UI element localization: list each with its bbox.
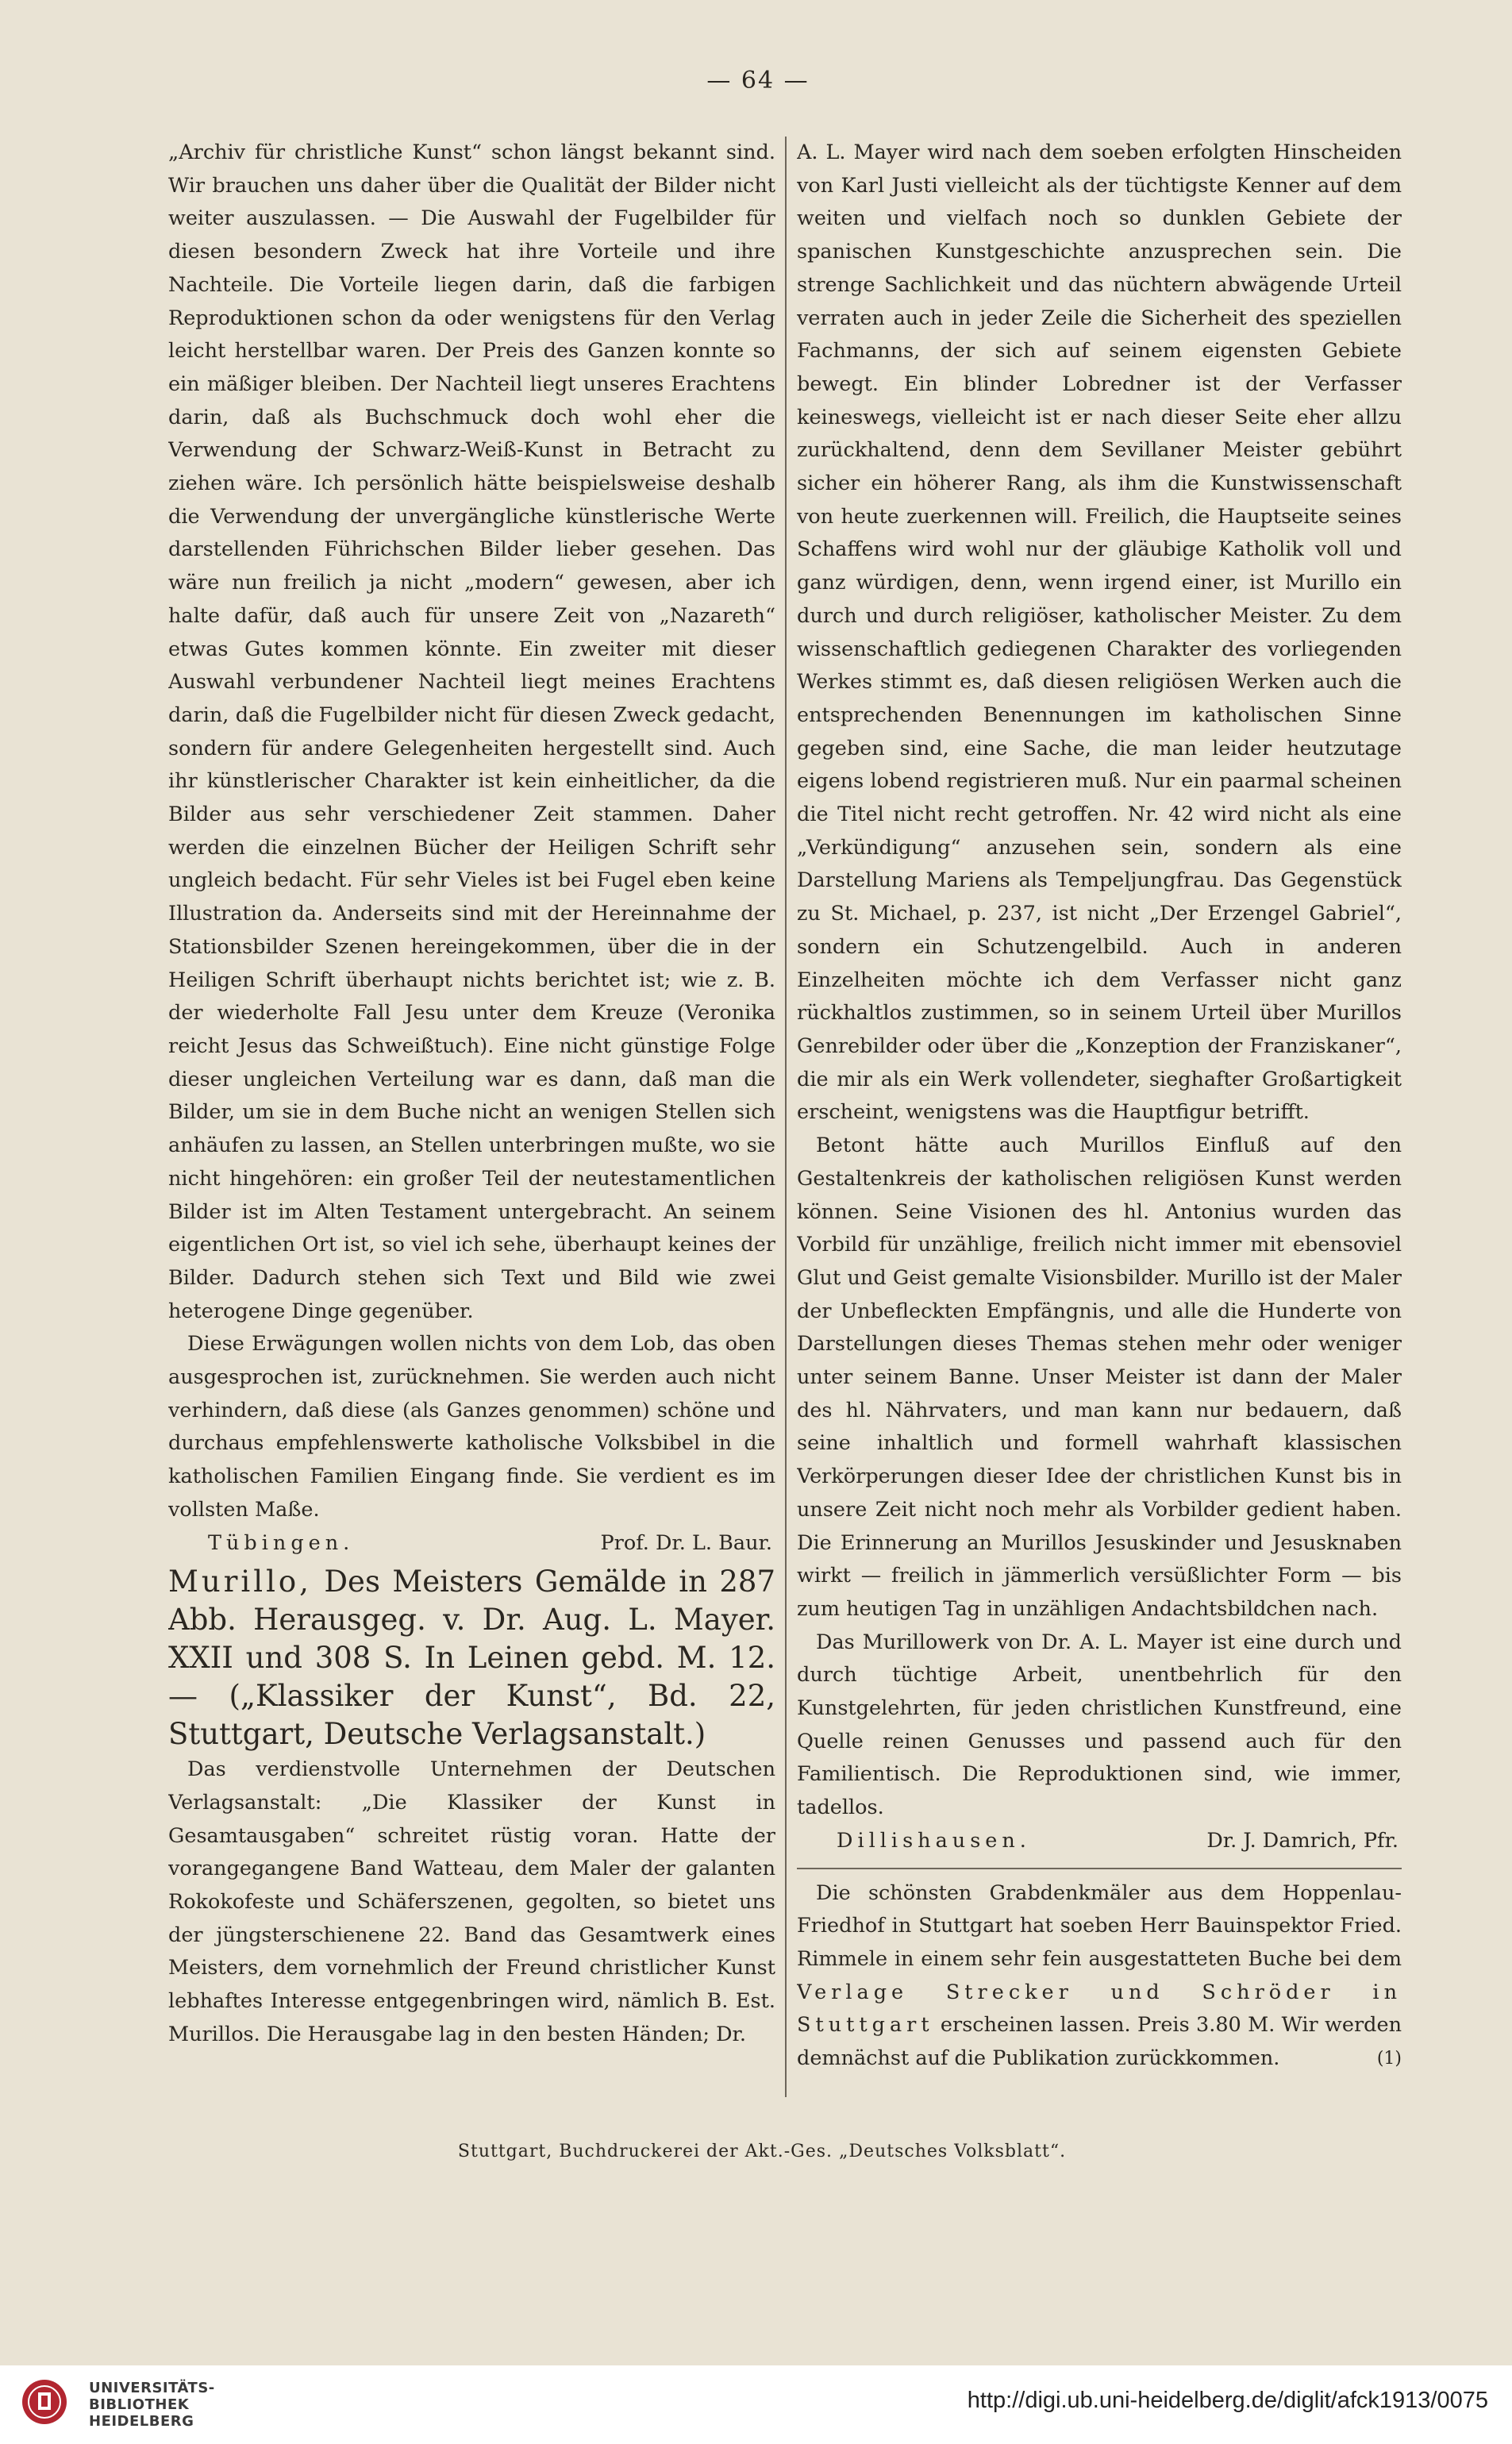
printer-line: Stuttgart, Buchdruckerei der Akt.-Ges. „Deutsches Volksblatt“. (457, 2142, 1067, 2161)
column-divider (785, 137, 787, 2097)
paragraph: Diese Erwägungen wollen nichts von dem Lob, das oben ausgesprochen ist, zurücknehmen. Sie werden auch nicht verhindern, daß diese (als Ganzes genommen) schöne und durchaus empfehlenswerte katholische Volksbibel in die katholischen Familien Eingang finde. Sie verdient es im vollsten Maße. (168, 1332, 775, 1522)
review-heading (168, 1563, 775, 1753)
signature-place: Dillishausen. (837, 1828, 1031, 1853)
right-column (797, 137, 1402, 2121)
signature-place: Tübingen. (208, 1530, 355, 1555)
section-separator (797, 1868, 1402, 1869)
library-line: HEIDELBERG (89, 2413, 194, 2430)
library-name (89, 2380, 215, 2430)
review-signature (797, 1825, 1402, 1858)
notice-paragraph (797, 1877, 1402, 2076)
notice-mark: (1) (1376, 2049, 1402, 2069)
library-line: BIBLIOTHEK (89, 2396, 190, 2413)
source-url[interactable]: http://digi.ub.uni-heidelberg.de/diglit/afck1913/0075 (967, 2388, 1488, 2413)
notice-publisher: Verlage Strecker und Schröder in Stuttgart (797, 1980, 1402, 2038)
digitization-footer (0, 2365, 1512, 2444)
notice-text: Die schönsten Grabdenkmäler aus dem Hoppenlau-Friedhof in Stuttgart hat soeben Herr Bauinspektor Fried. Rimmele in einem sehr fein ausgestatteten Buche bei dem (797, 1880, 1402, 1971)
page-number: — 64 — (706, 67, 810, 94)
review-heading-name: Murillo, (168, 1565, 312, 1599)
paragraph: Das Murillowerk von Dr. A. L. Mayer ist eine durch und durch tüchtige Arbeit, unentbehrlich für den Kunstgelehrten, für jeden christlichen Kunstfreund, eine Quelle reinen Genusses und passend auch für den Familientisch. Die Reproduktionen sind, wie immer, tadellos. (797, 1630, 1402, 1820)
review-signature (168, 1527, 775, 1561)
signature-author: Prof. Dr. L. Baur. (600, 1530, 772, 1555)
university-seal-icon (21, 2378, 68, 2426)
library-line: UNIVERSITÄTS- (89, 2380, 215, 2396)
paragraph: Das verdienstvolle Unternehmen der Deutschen Verlagsanstalt: „Die Klassiker der Kunst in Gesamtausgaben“ schreitet rüstig voran. Hatte der vorangegangene Band Watteau, dem Maler der galanten Rokokofeste und Schäferszenen, gegolten, so bietet uns der jüngsterschienene 22. Band das Gesamtwerk eines Meisters, dem vornehmlich der Freund christlicher Kunst lebhaftes Interesse entgegenbringen wird, nämlich B. Est. Murillos. Die Herausgabe lag in den besten Händen; Dr. (168, 1757, 775, 2046)
paragraph: „Archiv für christliche Kunst“ schon längst bekannt sind. Wir brauchen uns daher über die Qualität der Bilder nicht weiter auszulassen. — Die Auswahl der Fugelbilder für diesen besondern Zweck hat ihre Vorteile und ihre Nachteile. Die Vorteile liegen darin, daß die farbigen Reproduktionen schon da oder wenigstens für den Verlag leicht herstellbar waren. Der Preis des Ganzen konnte so ein mäßiger bleiben. Der Nachteil liegt unseres Erachtens darin, daß als Buchschmuck doch wohl eher die Verwendung der Schwarz-Weiß-Kunst in Betracht zu ziehen wäre. Ich persönlich hätte beispielsweise deshalb die Verwendung der unvergängliche künstlerische Werte darstellenden Führichschen Bilder lieber gesehen. Das wäre nun freilich ja nicht „modern“ gewesen, aber ich halte dafür, daß auch für unsere Zeit von „Nazareth“ etwas Gutes kommen könnte. Ein zweiter mit dieser Auswahl verbundener Nachteil liegt meines Erachtens darin, daß die Fugelbilder nicht für diesen Zweck gedacht, sondern für andere Gelegenheiten hergestellt sind. Auch ihr künstlerischer Charakter ist kein einheitlicher, da die Bilder aus sehr verschiedener Zeit stammen. Daher werden die einzelnen Bücher der Heiligen Schrift sehr ungleich bedacht. Für sehr Vieles ist bei Fugel eben keine Illustration da. Anderseits sind mit der Hereinnahme der Stationsbilder Szenen hereingekommen, über die in der Heiligen Schrift überhaupt nichts berichtet ist; wie z. B. der wiederholte Fall Jesu unter dem Kreuze (Veronika reicht Jesus das Schweißtuch). Eine nicht günstige Folge dieser ungleichen Verteilung war es dann, daß man die Bilder, um sie in dem Buche nicht an wenigen Stellen sich anhäufen zu lassen, an Stellen unterbringen mußte, wo sie nicht hingehören: ein großer Teil der neutestamentlichen Bilder ist im Alten Testament untergebracht. An seinem eigentlichen Ort ist, so viel ich sehe, überhaupt keines der Bilder. Dadurch stehen sich Text und Bild wie zwei heterogene Dinge gegenüber. (168, 140, 775, 1323)
left-column (168, 137, 775, 2121)
notice-text-end: erscheinen lassen. Preis 3.80 M. Wir werden demnächst auf die Publikation zurückkommen. (797, 2013, 1402, 2071)
paragraph: A. L. Mayer wird nach dem soeben erfolgten Hinscheiden von Karl Justi vielleicht als der tüchtigste Kenner auf dem weiten und vielfach noch so dunklen Gebiete der spanischen Kunstgeschichte anzusprechen sein. Die strenge Sachlichkeit und das nüchtern abwägende Urteil verraten auch in jeder Zeile die Sicherheit des speziellen Fachmanns, der sich auf seinem eigensten Gebiete bewegt. Ein blinder Lobredner ist der Verfasser keineswegs, vielleicht ist er nach dieser Seite eher allzu zurückhaltend, denn dem Sevillaner Meister gebührt sicher ein höherer Rang, als ihm die Kunstwissenschaft von heute zuerkennen will. Freilich, die Hauptseite seines Schaffens wird wohl nur der gläubige Katholik voll und ganz würdigen, denn, wenn irgend einer, ist Murillo ein durch und durch religiöser, katholischer Meister. Zu dem wissenschaftlich gediegenen Charakter des vorliegenden Werkes stimmt es, daß diesen religiösen Werken auch die entsprechenden Benennungen im katholischen Sinne gegeben sind, eine Sache, die man leider heutzutage eigens lobend registrieren muß. Nur ein paarmal scheinen die Titel nicht recht getroffen. Nr. 42 wird nicht als eine „Verkündigung“ anzusehen sein, sondern als eine Darstellung Mariens als Tempeljungfrau. Das Gegenstück zu St. Michael, p. 237, ist nicht „Der Erzengel Gabriel“, sondern ein Schutzengelbild. Auch in anderen Einzelheiten möchte ich dem Verfasser nicht ganz rückhaltlos zustimmen, so in seinem Urteil über Murillos Genrebilder oder über die „Konzeption der Franziskaner“, die mir als ein Werk vollendeter, sieghafter Großartigkeit erscheint, wenigstens was die Hauptfigur betrifft. (797, 140, 1402, 1125)
paragraph: Betont hätte auch Murillos Einfluß auf den Gestaltenkreis der katholischen religiösen Kunst werden können. Seine Visionen des hl. Antonius wurden das Vorbild für unzählige, freilich nicht immer mit ebensoviel Glut und Geist gemalte Visionsbilder. Murillo ist der Maler der Unbefleckten Empfängnis, und alle die Hunderte von Darstellungen dieses Themas stehen mehr oder weniger unter seinem Banne. Unser Meister ist dann der Maler des hl. Nährvaters, und man kann nur bedauern, daß seine inhaltlich und formell wahrhaft klassischen Verkörperungen dieser Idee der christlichen Kunst bis in unsere Zeit nicht noch mehr als Vorbilder gedient haben. Die Erinnerung an Murillos Jesuskinder und Jesusknaben wirkt — freilich in jämmerlich versüßlichter Form — bis zum heutigen Tag in unzähligen Andachtsbildchen nach. (797, 1133, 1402, 1621)
signature-author: Dr. J. Damrich, Pfr. (1206, 1828, 1399, 1853)
review-heading-text: Des Meisters Gemälde in 287 Abb. Herausgeg. v. Dr. Aug. L. Mayer. XXII und 308 S. In Leinen gebd. M. 12.— („Klassiker der Kunst“, Bd. 22, Stuttgart, Deutsche Verlagsanstalt.) (168, 1565, 775, 1752)
